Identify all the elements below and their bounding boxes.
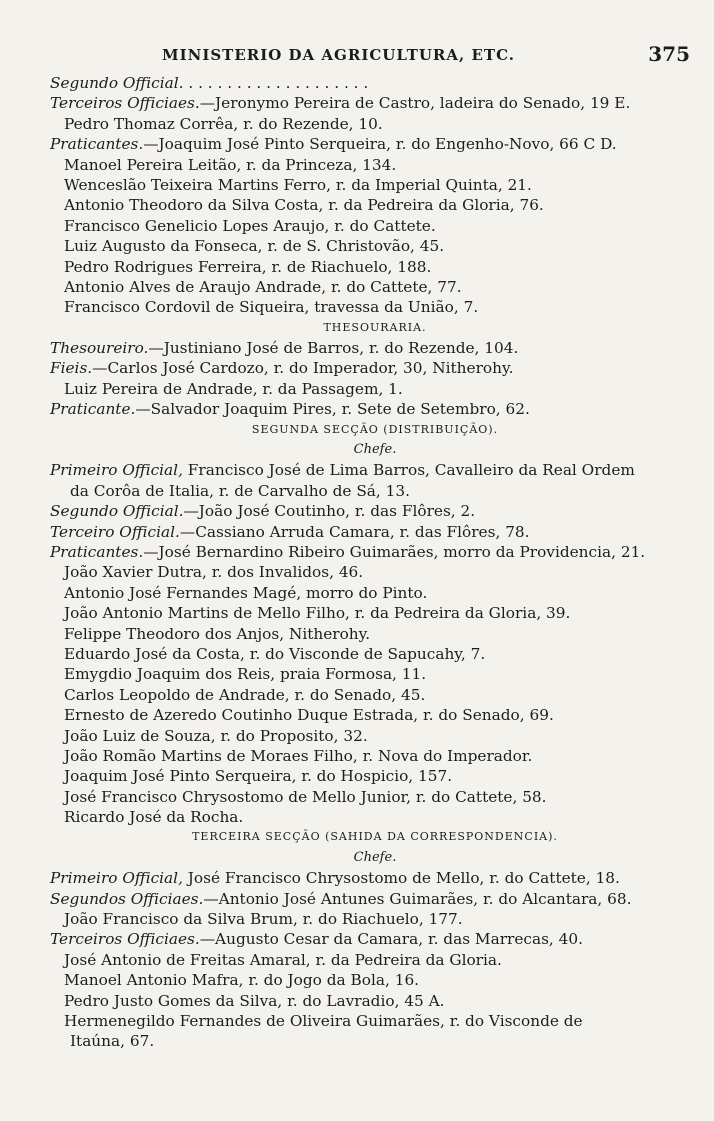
- entry-line: [50, 644, 690, 664]
- entry-text: Francisco José de Lima Barros, Cavalleiro da Real Ordem: [182, 461, 635, 480]
- entry-line: [50, 155, 690, 175]
- entry-text: Luiz Pereira de Andrade, r. da Passagem, 1.: [64, 379, 403, 398]
- section-heading: SEGUNDA SECÇÃO (DISTRIBUIÇÃO).: [251, 422, 499, 436]
- entry-text: José Francisco Chrysostomo de Mello Junior, r. do Cattete, 58.: [64, 787, 547, 806]
- role-title: Terceiro Official.: [50, 522, 180, 541]
- entry-line-with-role: [50, 522, 690, 542]
- entry-text: da Corôa de Italia, r. de Carvalho de Sá, 13.: [70, 481, 410, 500]
- entry-text: Antonio Alves de Araujo Andrade, r. do Cattete, 77.: [64, 277, 462, 296]
- entry-line: [50, 175, 690, 195]
- entry-text: —João José Coutinho, r. das Flôres, 2.: [183, 502, 476, 521]
- entry-text: Francisco Cordovil de Siqueira, travessa da União, 7.: [64, 298, 479, 317]
- entry-line-with-role: [50, 501, 690, 521]
- role-title: Segundo Official.: [50, 74, 184, 92]
- entry-text: Antonio Theodoro da Silva Costa, r. da Pedreira da Gloria, 76.: [64, 196, 544, 215]
- entry-text: —Augusto Cesar da Camara, r. das Marrecas, 40.: [199, 930, 583, 949]
- entry-line: [50, 1011, 690, 1031]
- entry-line: [50, 991, 690, 1011]
- entry-line: [50, 909, 690, 929]
- entry-text: Francisco Genelicio Lopes Araujo, r. do Cattete.: [64, 216, 436, 235]
- section-heading: TERCEIRA SECÇÃO (SAHIDA DA CORRESPONDENCIA).: [192, 830, 558, 844]
- role-title: Fieis.: [50, 359, 93, 378]
- entry-text: João Xavier Dutra, r. dos Invalidos, 46.: [64, 563, 364, 582]
- entry-text: Antonio José Fernandes Magé, morro do Pinto.: [64, 583, 428, 602]
- section-subheading: Chefe.: [353, 442, 397, 458]
- entry-line: [50, 685, 690, 705]
- section-heading: THESOURARIA.: [323, 320, 427, 334]
- entry-text: João Luiz de Souza, r. do Proposito, 32.: [64, 726, 368, 745]
- role-title: Praticante.: [50, 400, 136, 419]
- entry-line: [50, 950, 690, 970]
- entry-text: José Antonio de Freitas Amaral, r. da Pedreira da Gloria.: [64, 950, 502, 969]
- entry-text: —José Bernardino Ribeiro Guimarães, morro da Providencia, 21.: [143, 542, 646, 561]
- entry-line: [50, 624, 690, 644]
- entry-text: João Francisco da Silva Brum, r. do Riachuelo, 177.: [64, 910, 463, 929]
- entry-line: [50, 664, 690, 684]
- entry-text: João Antonio Martins de Mello Filho, r. da Pedreira da Gloria, 39.: [64, 604, 571, 623]
- entry-text: João Romão Martins de Moraes Filho, r. Nova do Imperador.: [64, 746, 533, 765]
- entry-line: [50, 562, 690, 582]
- role-title: Thesoureiro.: [50, 339, 149, 358]
- role-title: Segundo Official.: [50, 502, 184, 521]
- entry-line: [50, 603, 690, 623]
- entry-line: [50, 114, 690, 134]
- section-subheading: Chefe.: [353, 849, 397, 865]
- entry-line-with-role: [50, 93, 690, 113]
- entry-text: Wenceslão Teixeira Martins Ferro, r. da Imperial Quinta, 21.: [64, 175, 532, 194]
- entry-line: [50, 257, 690, 277]
- role-title: Praticantes.: [50, 135, 144, 154]
- entry-line: [50, 236, 690, 256]
- entry-text: Manoel Pereira Leitão, r. da Princeza, 134.: [64, 155, 397, 174]
- entry-line-with-role: [50, 399, 690, 419]
- entry-text: Hermenegildo Fernandes de Oliveira Guimarães, r. do Visconde de: [64, 1011, 583, 1030]
- entry-line: [50, 583, 690, 603]
- entry-line: [50, 216, 690, 236]
- role-title: Praticantes.: [50, 542, 144, 561]
- entry-line-with-role: [50, 338, 690, 358]
- page-number: 375: [648, 42, 690, 66]
- entry-text: Ernesto de Azeredo Coutinho Duque Estrada, r. do Senado, 69.: [64, 706, 554, 725]
- entry-line: [50, 481, 690, 501]
- entry-text: Felippe Theodoro dos Anjos, Nitherohy.: [64, 624, 371, 643]
- entry-line: [50, 726, 690, 746]
- entry-text: Ricardo José da Rocha.: [64, 808, 244, 827]
- role-title: Primeiro Official,: [50, 461, 183, 480]
- entry-text: —Carlos José Cardozo, r. do Imperador, 30, Nitherohy.: [92, 359, 514, 378]
- running-title: MINISTERIO DA AGRICULTURA, ETC.: [162, 46, 515, 64]
- entry-text: Eduardo José da Costa, r. do Visconde de Sapucahy, 7.: [64, 644, 486, 663]
- role-title: Terceiros Officiaes.: [50, 94, 200, 113]
- entry-text: Pedro Thomaz Corrêa, r. do Rezende, 10.: [64, 114, 383, 133]
- entry-text: Luiz Augusto da Fonseca, r. de S. Christovão, 45.: [64, 237, 445, 256]
- entry-text: —Salvador Joaquim Pires, r. Sete de Setembro, 62.: [135, 400, 530, 419]
- entry-line: [50, 807, 690, 827]
- entry-line: [50, 297, 690, 317]
- role-title: Primeiro Official,: [50, 869, 183, 888]
- entry-line-with-role: [50, 358, 690, 378]
- entry-line-with-role: [50, 868, 690, 888]
- entry-line: [50, 705, 690, 725]
- role-title: Terceiros Officiaes.: [50, 930, 200, 949]
- entry-line-with-role: [50, 73, 690, 93]
- entry-line-with-role: [50, 134, 690, 154]
- entry-line: [50, 970, 690, 990]
- entry-text: . . . . . . . . . . . . . . . . . . .: [183, 74, 369, 92]
- entry-text: Carlos Leopoldo de Andrade, r. do Senado, 45.: [64, 685, 426, 704]
- entry-line: [50, 379, 690, 399]
- entry-text: —Antonio José Antunes Guimarães, r. do Alcantara, 68.: [203, 889, 632, 908]
- entry-text: —Jeronymo Pereira de Castro, ladeira do Senado, 19 E.: [199, 94, 631, 113]
- entry-text: —Justiniano José de Barros, r. do Rezende, 104.: [148, 339, 519, 358]
- entry-text: Manoel Antonio Mafra, r. do Jogo da Bola, 16.: [64, 971, 420, 990]
- entry-text: Pedro Justo Gomes da Silva, r. do Lavradio, 45 A.: [64, 991, 445, 1010]
- entry-line: [50, 746, 690, 766]
- entry-line: [50, 1031, 690, 1051]
- entry-line-with-role: [50, 889, 690, 909]
- entry-text: —Cassiano Arruda Camara, r. das Flôres, 78.: [179, 522, 530, 541]
- entry-text: —Joaquim José Pinto Serqueira, r. do Engenho-Novo, 66 C D.: [143, 135, 617, 154]
- page-header: [0, 42, 714, 72]
- entry-line-with-role: [50, 460, 690, 480]
- directory-listing: [50, 73, 690, 1052]
- entry-text: Emygdio Joaquim dos Reis, praia Formosa, 11.: [64, 665, 427, 684]
- entry-text: Joaquim José Pinto Serqueira, r. do Hospicio, 157.: [64, 767, 453, 786]
- role-title: Segundos Officiaes.: [50, 889, 204, 908]
- entry-line: [50, 787, 690, 807]
- entry-text: José Francisco Chrysostomo de Mello, r. do Cattete, 18.: [182, 869, 620, 888]
- entry-line: [50, 195, 690, 215]
- entry-text: Itaúna, 67.: [70, 1032, 155, 1051]
- entry-line: [50, 766, 690, 786]
- entry-text: Pedro Rodrigues Ferreira, r. de Riachuelo, 188.: [64, 257, 432, 276]
- entry-line-with-role: [50, 542, 690, 562]
- entry-line-with-role: [50, 929, 690, 949]
- entry-line: [50, 277, 690, 297]
